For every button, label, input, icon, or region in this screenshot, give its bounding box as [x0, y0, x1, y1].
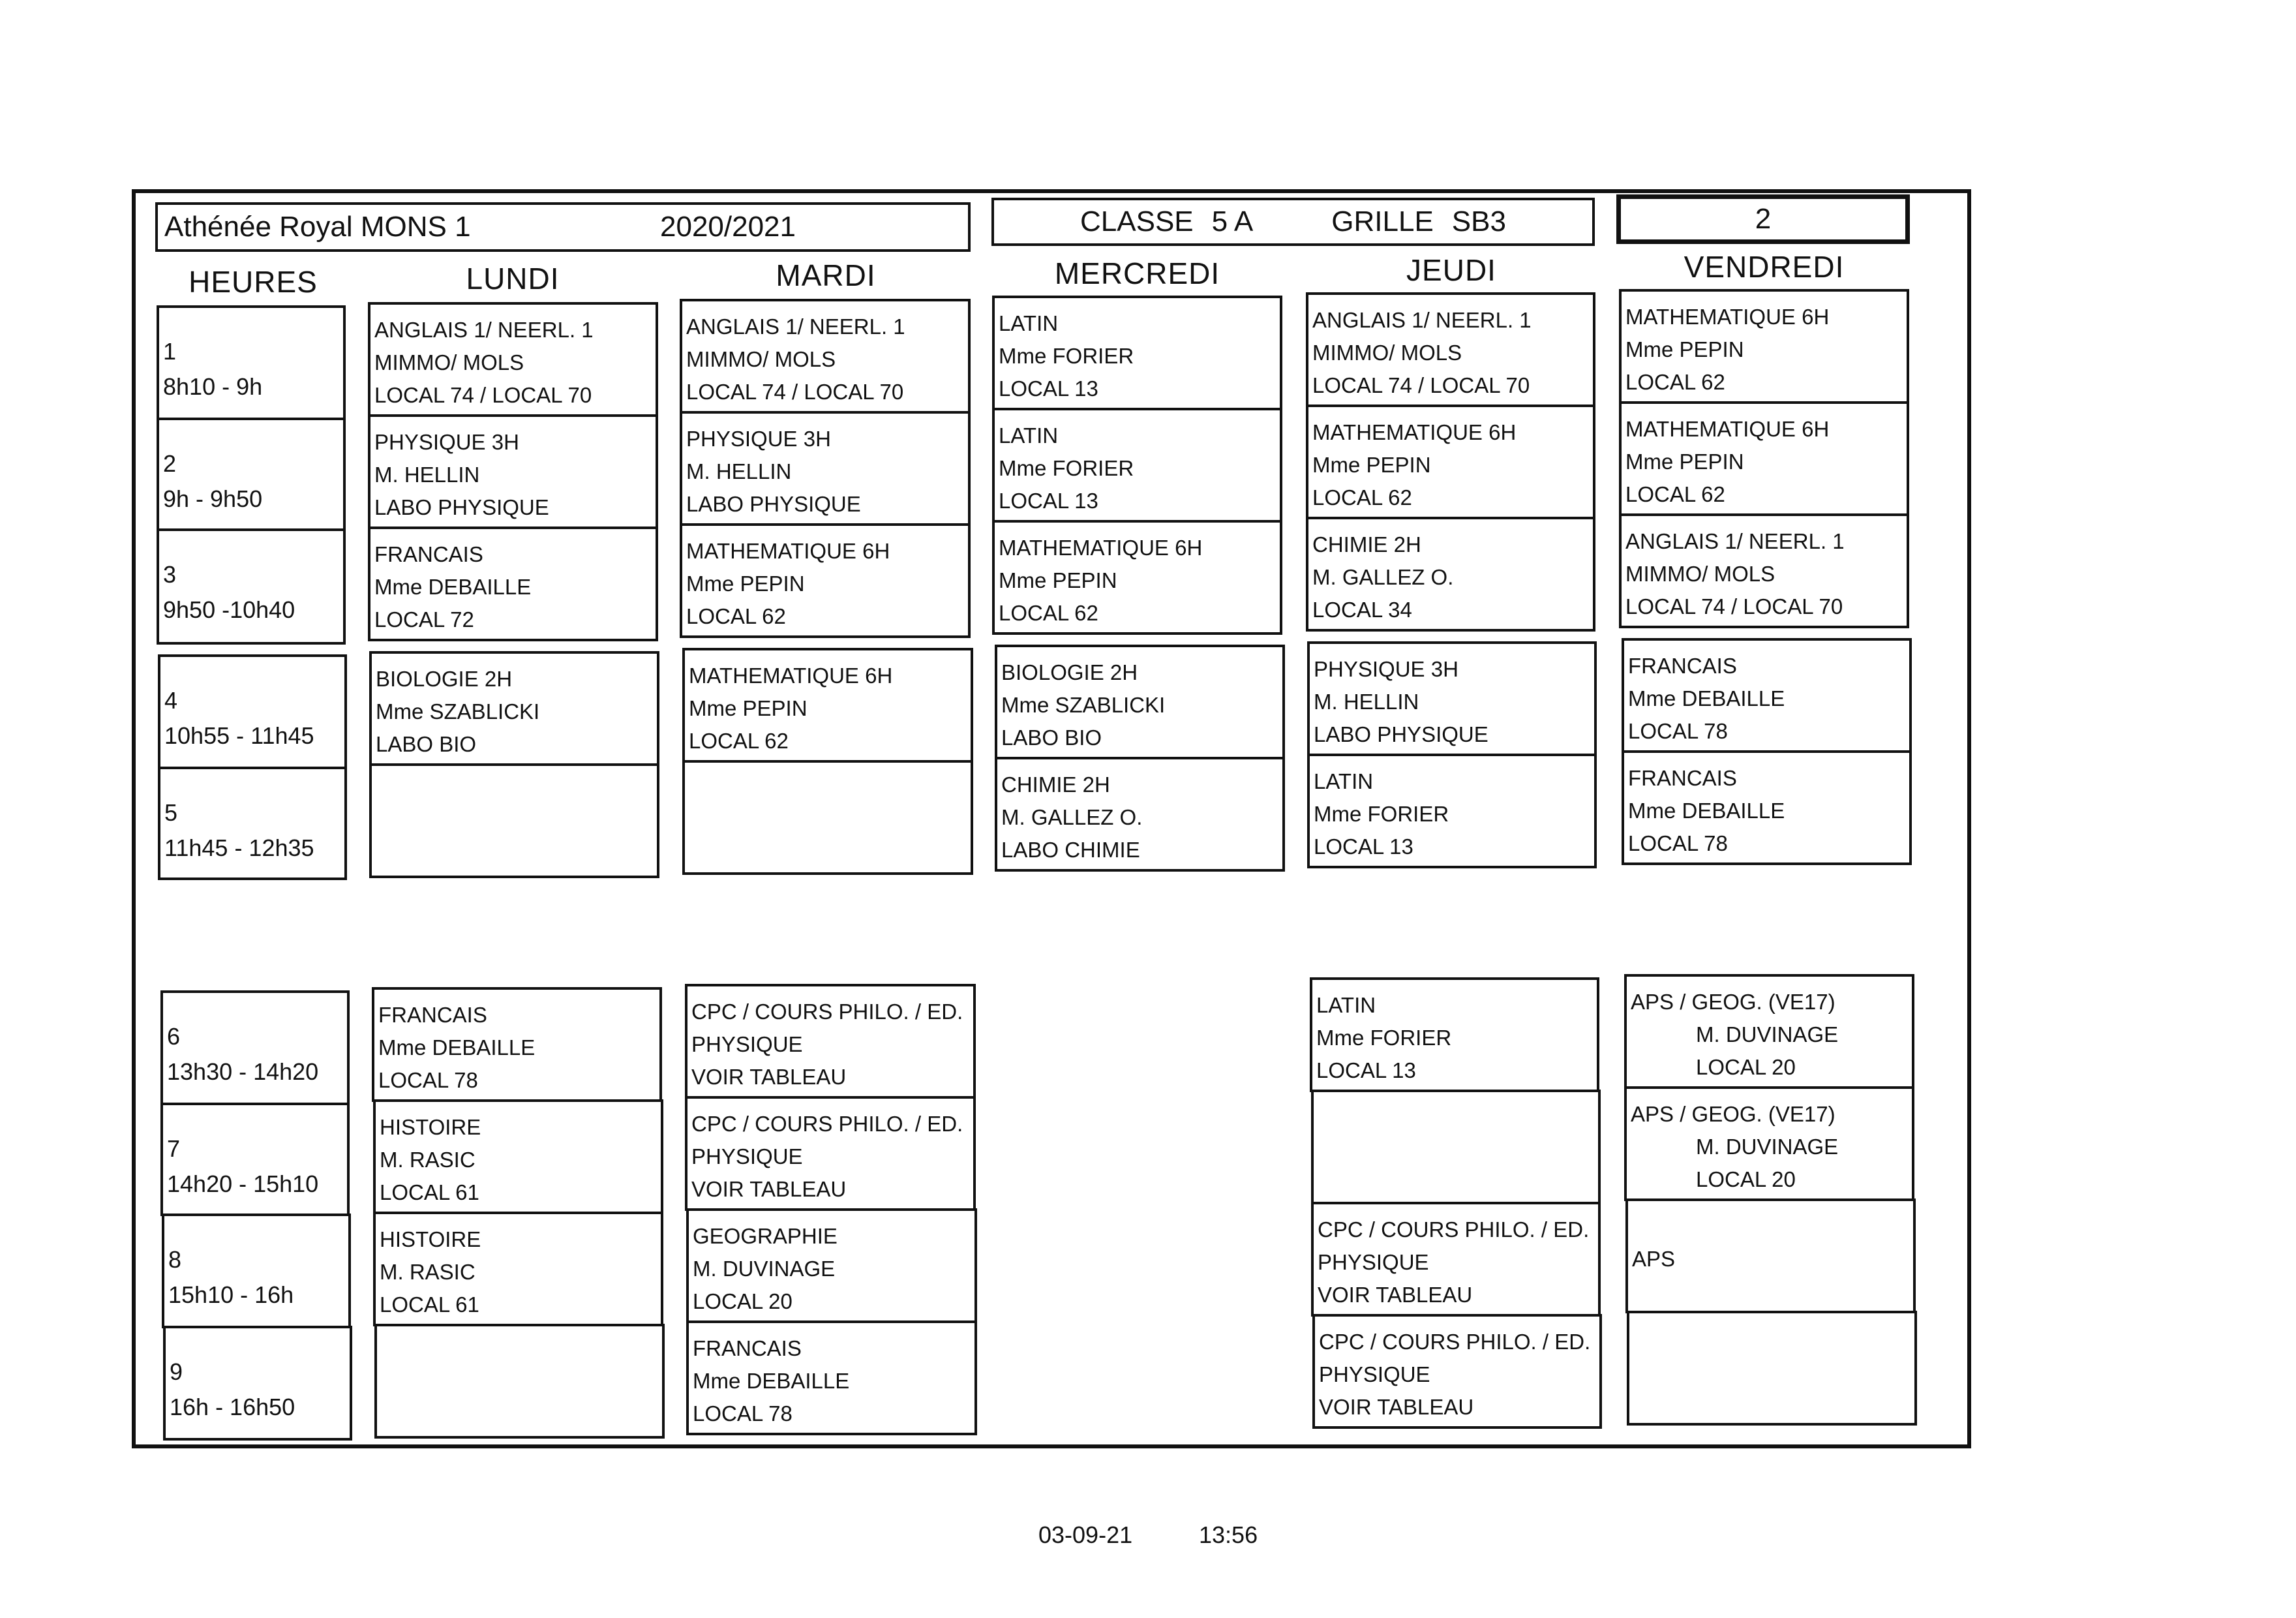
period-number: 1 [163, 338, 177, 365]
cell-line: LOCAL 13 [1316, 1058, 1416, 1082]
cell-line: LOCAL 62 [1625, 370, 1725, 394]
lundi-period-7 [373, 1099, 663, 1214]
cell-line: LOCAL 78 [1628, 831, 1728, 855]
period-4 [158, 654, 347, 769]
cell-line: LOCAL 62 [689, 729, 789, 753]
cell-line: Mme FORIER [999, 344, 1134, 368]
mardi-period-4 [682, 648, 973, 763]
lundi-period-2 [368, 414, 658, 529]
hours-column-header: HEURES [189, 265, 318, 299]
cell-line: ANGLAIS 1/ NEERL. 1 [1312, 308, 1532, 332]
cell-line: LOCAL 74 / LOCAL 70 [1312, 373, 1530, 397]
period-time: 11h45 - 12h35 [164, 834, 314, 861]
cell-line: M. GALLEZ O. [1312, 565, 1454, 589]
cell-line: FRANCAIS [378, 1003, 487, 1027]
cell-line: PHYSIQUE [1319, 1362, 1430, 1386]
cell-line: Mme DEBAILLE [1628, 799, 1785, 823]
vendredi-period-2 [1619, 401, 1909, 516]
period-time: 13h30 - 14h20 [167, 1058, 319, 1085]
jeudi-period-4 [1307, 641, 1597, 756]
cell-line: LABO PHYSIQUE [374, 495, 549, 519]
period-2 [157, 418, 346, 531]
period-1 [157, 305, 346, 420]
class-value: 5 A [1211, 206, 1254, 237]
cell-line: M. HELLIN [686, 459, 792, 483]
vendredi-period-8 [1625, 1198, 1916, 1313]
jeudi-period-3 [1306, 517, 1595, 632]
cell-line: PHYSIQUE 3H [374, 430, 519, 454]
cell-line: CPC / COURS PHILO. / ED. [691, 1112, 963, 1136]
cell-line: LOCAL 20 [1696, 1167, 1796, 1191]
vendredi-period-5 [1622, 750, 1912, 865]
cell-line: LOCAL 62 [1625, 482, 1725, 506]
cell-line: BIOLOGIE 2H [1001, 660, 1138, 684]
period-time: 15h10 - 16h [168, 1281, 294, 1308]
cell-line: Mme DEBAILLE [693, 1369, 850, 1393]
mardi-period-3 [680, 523, 971, 638]
cell-line: LOCAL 62 [1312, 485, 1412, 510]
mercredi-period-2 [992, 408, 1282, 523]
grid-value: SB3 [1451, 206, 1506, 237]
cell-line: MATHEMATIQUE 6H [689, 664, 893, 688]
cell-line: ANGLAIS 1/ NEERL. 1 [374, 318, 594, 342]
cell-line: FRANCAIS [1628, 766, 1737, 790]
mardi-period-2 [680, 411, 971, 526]
period-8 [162, 1214, 351, 1328]
lundi-period-3 [368, 527, 658, 641]
cell-line: LOCAL 13 [1314, 834, 1413, 859]
cell-line: LATIN [999, 423, 1059, 448]
cell-line: BIOLOGIE 2H [376, 667, 513, 691]
cell-line: CPC / COURS PHILO. / ED. [691, 1000, 963, 1024]
cell-line: Mme PEPIN [689, 696, 808, 720]
period-time: 16h - 16h50 [170, 1394, 295, 1420]
cell-line: LOCAL 72 [374, 607, 474, 632]
period-time: 9h - 9h50 [163, 485, 263, 512]
period-7 [160, 1103, 350, 1216]
cell-line: LOCAL 78 [1628, 719, 1728, 743]
period-number: 2 [163, 450, 177, 477]
cell-line: Mme DEBAILLE [374, 575, 532, 599]
cell-line: MATHEMATIQUE 6H [1312, 420, 1517, 444]
cell-line: Mme SZABLICKI [1001, 693, 1166, 717]
cell-line: Mme FORIER [1316, 1026, 1452, 1050]
cell-line: CPC / COURS PHILO. / ED. [1319, 1330, 1591, 1354]
cell-line: Mme DEBAILLE [1628, 686, 1785, 710]
cell-line: CHIMIE 2H [1312, 532, 1421, 557]
cell-line: LOCAL 13 [999, 489, 1098, 513]
period-time: 8h10 - 9h [163, 373, 263, 400]
cell-line: LOCAL 20 [693, 1289, 793, 1313]
cell-line: Mme PEPIN [1625, 337, 1744, 361]
lundi-period-1 [368, 302, 658, 417]
cell-line: MATHEMATIQUE 6H [1625, 305, 1830, 329]
cell-line: Mme FORIER [999, 456, 1134, 480]
jeudi-period-1 [1306, 292, 1595, 407]
school-year: 2020/2021 [660, 211, 796, 243]
mercredi-period-3 [992, 520, 1282, 635]
period-6 [160, 990, 350, 1105]
period-number: 4 [164, 687, 178, 714]
cell-line: FRANCAIS [693, 1336, 802, 1360]
cell-line: CHIMIE 2H [1001, 772, 1110, 797]
mercredi-period-1 [992, 296, 1282, 410]
cell-line: M. HELLIN [374, 463, 480, 487]
cell-line: LOCAL 34 [1312, 598, 1412, 622]
vendredi-period-9 [1627, 1311, 1917, 1426]
cell-line: VOIR TABLEAU [691, 1065, 847, 1089]
cell-line: PHYSIQUE [1318, 1250, 1429, 1274]
page-number-box [1616, 194, 1910, 244]
cell-line: APS / GEOG. (VE17) [1631, 990, 1835, 1014]
cell-line: LABO CHIMIE [1001, 838, 1140, 862]
class-label: CLASSE [1080, 206, 1194, 237]
cell-line: LABO BIO [1001, 725, 1102, 750]
mardi-period-8 [686, 1208, 977, 1323]
grid-label: GRILLE [1331, 206, 1434, 237]
cell-line: LATIN [1316, 993, 1376, 1017]
cell-line: Mme FORIER [1314, 802, 1449, 826]
cell-line: M. HELLIN [1314, 690, 1419, 714]
period-3 [157, 528, 346, 645]
vendredi-period-1 [1619, 289, 1909, 404]
day-header-jeudi: JEUDI [1406, 253, 1496, 287]
cell-line: GEOGRAPHIE [693, 1224, 838, 1248]
period-9 [163, 1326, 352, 1441]
cell-line: LOCAL 78 [693, 1401, 793, 1426]
cell-line: CPC / COURS PHILO. / ED. [1318, 1217, 1590, 1242]
cell-line: FRANCAIS [374, 542, 483, 566]
cell-line: VOIR TABLEAU [1318, 1283, 1473, 1307]
jeudi-period-6 [1310, 977, 1599, 1092]
cell-line: PHYSIQUE [691, 1144, 803, 1168]
cell-line: LOCAL 74 / LOCAL 70 [374, 383, 592, 407]
period-time: 9h50 -10h40 [163, 596, 295, 623]
jeudi-period-5 [1307, 754, 1597, 868]
lundi-period-5 [369, 763, 659, 878]
period-time: 10h55 - 11h45 [164, 722, 314, 749]
lundi-period-4 [369, 651, 659, 766]
jeudi-period-9 [1312, 1314, 1602, 1429]
cell-line: LOCAL 62 [686, 604, 786, 628]
mercredi-period-4 [995, 645, 1285, 759]
cell-line: MIMMO/ MOLS [374, 350, 524, 374]
cell-line: ANGLAIS 1/ NEERL. 1 [1625, 529, 1845, 553]
cell-line: MATHEMATIQUE 6H [1625, 417, 1830, 441]
cell-line: Mme PEPIN [686, 572, 805, 596]
cell-line: VOIR TABLEAU [1319, 1395, 1474, 1419]
school-header [155, 202, 971, 252]
cell-line: LOCAL 61 [380, 1292, 479, 1317]
cell-line: HISTOIRE [380, 1227, 481, 1251]
mardi-period-5 [682, 760, 973, 875]
vendredi-period-4 [1622, 638, 1912, 753]
period-time: 14h20 - 15h10 [167, 1170, 319, 1197]
day-header-vendredi: VENDREDI [1684, 250, 1845, 284]
period-number: 9 [170, 1358, 183, 1385]
class-header [991, 198, 1595, 246]
cell-line: LABO BIO [376, 732, 477, 756]
cell-line: M. DUVINAGE [1696, 1022, 1839, 1046]
cell-line: Mme PEPIN [1312, 453, 1431, 477]
print-date: 03-09-21 [1038, 1521, 1133, 1548]
cell-line: APS [1632, 1247, 1676, 1271]
cell-line: PHYSIQUE 3H [686, 427, 831, 451]
cell-line: MIMMO/ MOLS [1312, 341, 1462, 365]
cell-line: LATIN [999, 311, 1059, 335]
cell-line: MIMMO/ MOLS [1625, 562, 1775, 586]
cell-line: M. GALLEZ O. [1001, 805, 1143, 829]
school-name: Athénée Royal MONS 1 [164, 211, 471, 243]
cell-line: LOCAL 78 [378, 1068, 478, 1092]
mardi-period-6 [685, 984, 976, 1099]
print-time: 13:56 [1199, 1521, 1258, 1548]
cell-line: ANGLAIS 1/ NEERL. 1 [686, 314, 905, 339]
cell-line: LOCAL 74 / LOCAL 70 [686, 380, 904, 404]
cell-line: PHYSIQUE 3H [1314, 657, 1458, 681]
mardi-period-7 [685, 1096, 976, 1211]
cell-line: LOCAL 13 [999, 376, 1098, 401]
cell-line: Mme PEPIN [1625, 450, 1744, 474]
vendredi-period-3 [1619, 513, 1909, 628]
cell-line: LOCAL 61 [380, 1180, 479, 1204]
cell-line: Mme PEPIN [999, 568, 1117, 592]
cell-line: Mme DEBAILLE [378, 1035, 536, 1060]
vendredi-period-6 [1624, 974, 1914, 1089]
page-number: 2 [1755, 203, 1772, 235]
cell-line: PHYSIQUE [691, 1032, 803, 1056]
mardi-period-9 [686, 1320, 977, 1435]
cell-line: LOCAL 20 [1696, 1055, 1796, 1079]
cell-line: LATIN [1314, 769, 1374, 793]
jeudi-period-7 [1311, 1090, 1601, 1204]
period-number: 8 [168, 1246, 182, 1273]
cell-line: MATHEMATIQUE 6H [686, 539, 890, 563]
jeudi-period-8 [1311, 1202, 1601, 1317]
period-number: 3 [163, 561, 177, 588]
mardi-period-1 [680, 299, 971, 414]
vendredi-period-7 [1624, 1086, 1914, 1201]
cell-line: LABO PHYSIQUE [1314, 722, 1488, 746]
period-number: 7 [167, 1135, 181, 1162]
cell-line: APS / GEOG. (VE17) [1631, 1102, 1835, 1126]
mercredi-period-5 [995, 757, 1285, 872]
cell-line: FRANCAIS [1628, 654, 1737, 678]
cell-line: M. RASIC [380, 1148, 476, 1172]
lundi-period-6 [372, 987, 662, 1102]
day-header-mercredi: MERCREDI [1054, 256, 1220, 290]
cell-line: LABO PHYSIQUE [686, 492, 861, 516]
jeudi-period-2 [1306, 404, 1595, 519]
cell-line: Mme SZABLICKI [376, 699, 540, 724]
cell-line: M. RASIC [380, 1260, 476, 1284]
cell-line: LOCAL 74 / LOCAL 70 [1625, 594, 1843, 618]
cell-line: HISTOIRE [380, 1115, 481, 1139]
lundi-period-8 [373, 1212, 663, 1326]
cell-line: LOCAL 62 [999, 601, 1098, 625]
lundi-period-9 [374, 1324, 665, 1439]
period-number: 6 [167, 1023, 181, 1050]
cell-line: MATHEMATIQUE 6H [999, 536, 1203, 560]
day-header-lundi: LUNDI [466, 262, 560, 296]
day-header-mardi: MARDI [776, 258, 876, 292]
cell-line: VOIR TABLEAU [691, 1177, 847, 1201]
period-number: 5 [164, 799, 178, 826]
cell-line: M. DUVINAGE [1696, 1135, 1839, 1159]
cell-line: MIMMO/ MOLS [686, 347, 836, 371]
period-5 [158, 767, 347, 880]
cell-line: M. DUVINAGE [693, 1257, 836, 1281]
